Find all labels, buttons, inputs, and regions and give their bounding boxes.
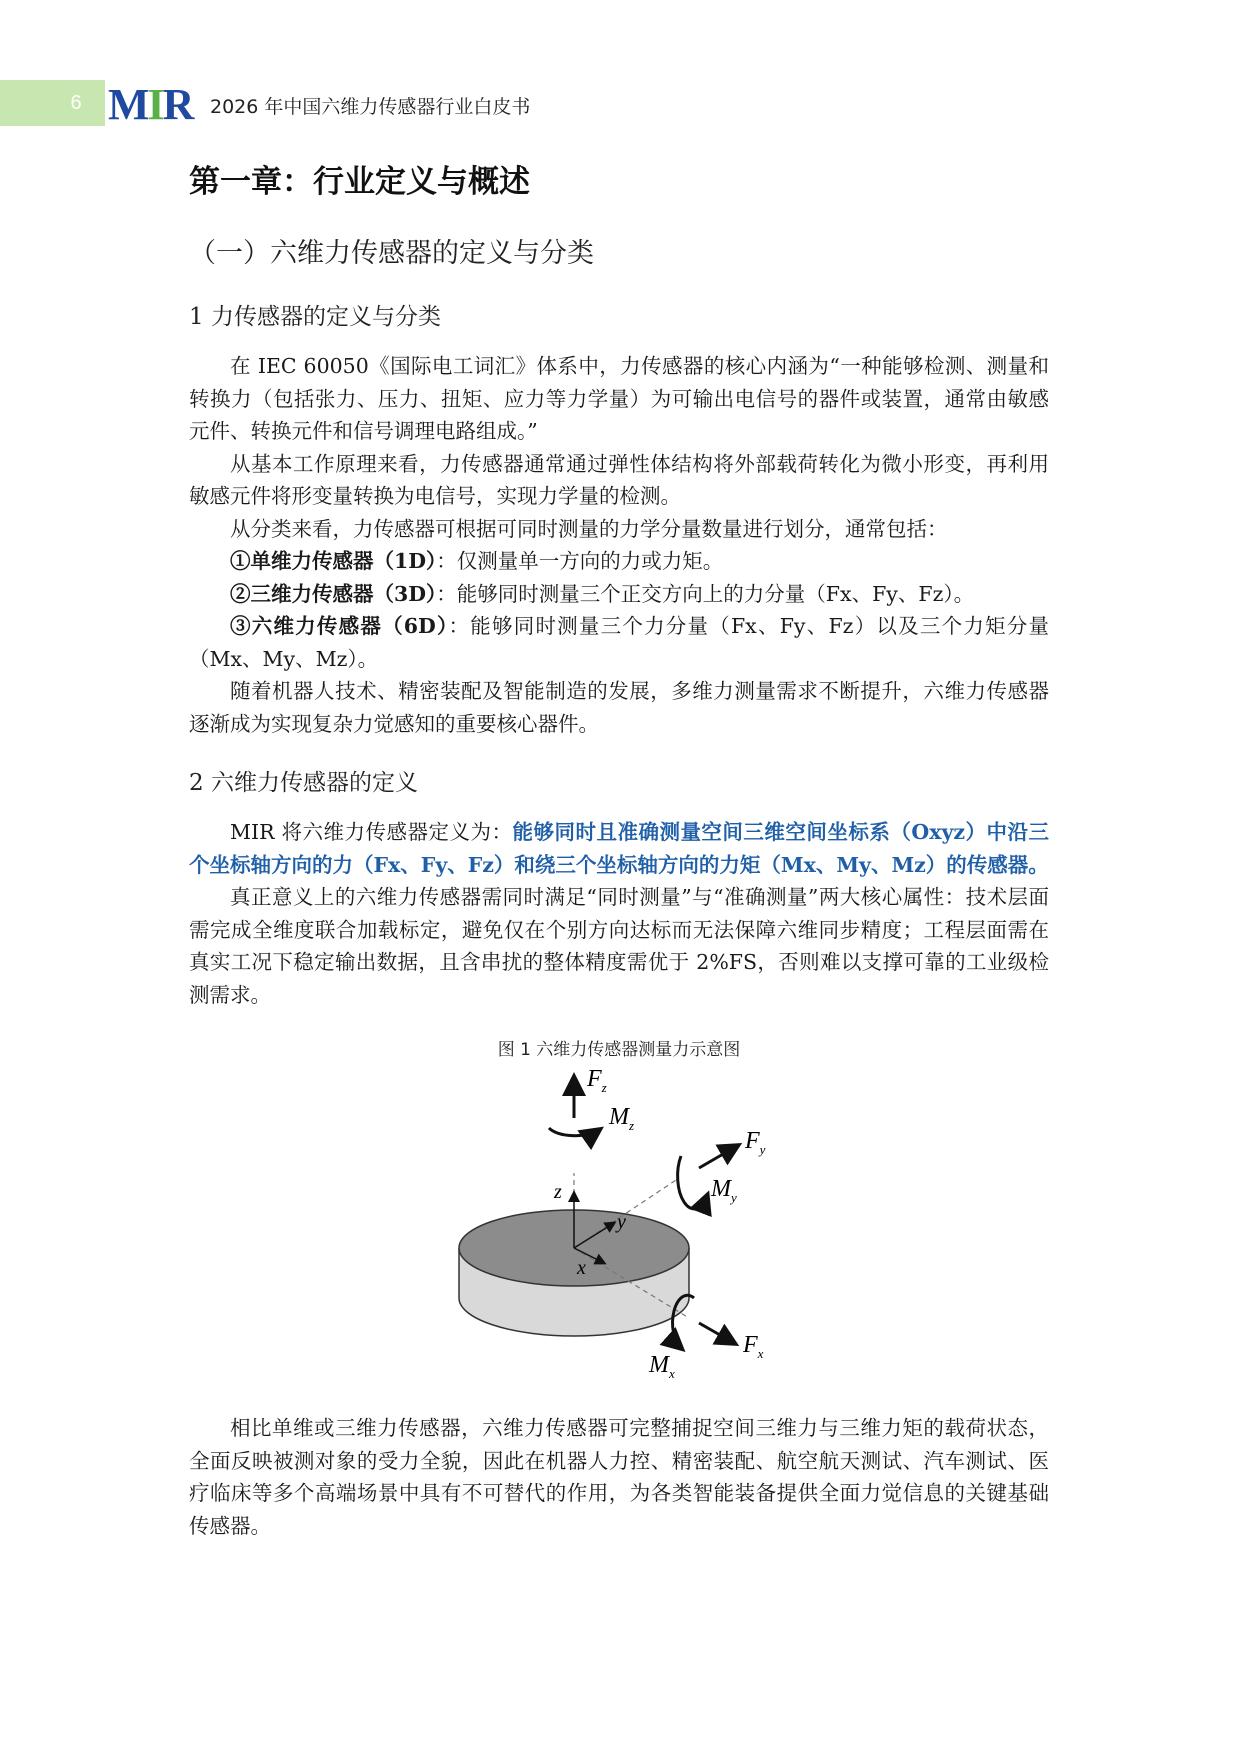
force-fx-sub: x	[757, 1346, 764, 1361]
paragraph-closing: 相比单维或三维力传感器，六维力传感器可完整捕捉空间三维力与三维力矩的载荷状态，全面反映被测对象的受力全貌，因此在机器人力控、精密装配、航空航天测试、汽车测试、医疗临床等多个高端场景中具有不可替代的作用，为各类智能装备提供全面力觉信息的关键基础传感器。	[189, 1416, 1049, 1538]
force-fx-letter: F	[743, 1332, 758, 1358]
list-item-1d-text: ：仅测量单一方向的力或力矩。	[436, 549, 724, 573]
axis-x-label: x	[577, 1257, 586, 1279]
force-fx-arrow	[699, 1323, 734, 1343]
moment-my-sub: y	[731, 1190, 737, 1205]
moment-mx-label	[648, 1352, 675, 1381]
mir-definition-prefix: MIR 将六维力传感器定义为：	[230, 820, 513, 844]
page-content	[189, 160, 1049, 1542]
moment-my-letter: M	[711, 1176, 731, 1202]
header-title: 2026 年中国六维力传感器行业白皮书	[210, 96, 531, 118]
logo-letter-m: M	[108, 80, 148, 129]
moment-mz-arc	[549, 1128, 599, 1136]
list-item-1d	[189, 545, 1049, 578]
list-item-6d	[189, 610, 1049, 675]
logo-letter-i: I	[147, 80, 163, 129]
force-fy-sub: y	[759, 1142, 766, 1157]
paragraph-working-principle: 从基本工作原理来看，力传感器通常通过弹性体结构将外部载荷转化为微小形变，再利用敏感元件将形变量转换为电信号，实现力学量的检测。	[189, 451, 1049, 508]
subsection-1-title: 1 力传感器的定义与分类	[189, 304, 441, 330]
subsection-2-title: 2 六维力传感器的定义	[189, 770, 418, 796]
force-fx-label	[742, 1332, 764, 1361]
paragraph-classification: 从分类来看，力传感器可根据可同时测量的力学分量数量进行划分，通常包括：	[230, 516, 948, 541]
figure-six-axis-diagram	[189, 1068, 1049, 1388]
list-item-3d-label: ②三维力传感器（3D）	[230, 581, 437, 606]
moment-mx-sub: x	[669, 1366, 675, 1381]
force-fz-label	[586, 1068, 607, 1095]
paragraph-development: 随着机器人技术、精密装配及智能制造的发展，多维力测量需求不断提升，六维力传感器逐渐成为实现复杂力觉感知的重要核心器件。	[189, 679, 1049, 736]
mir-logo	[108, 80, 198, 130]
list-item-6d-text: ：能够同时测量三个力分量（Fx、Fy、Fz）以及三个力矩分量（Mx、My、Mz）。	[189, 614, 1049, 671]
list-item-3d	[189, 578, 1049, 611]
paragraph-iec-definition: 在 IEC 60050《国际电工词汇》体系中，力传感器的核心内涵为“一种能够检测、测量和转换力（包括张力、压力、扭矩、应力等力学量）为可输出电信号的器件或装置，通常由敏感元件、转换元件和信号调理电路组成。”	[189, 354, 1049, 443]
moment-mz-label	[608, 1104, 634, 1133]
page-number: 6	[70, 92, 82, 114]
paragraph-core-attributes: 真正意义上的六维力传感器需同时满足“同时测量”与“准确测量”两大核心属性：技术层面需完成全维度联合加载标定，避免仅在个别方向达标而无法保障六维同步精度；工程层面需在真实工况下稳定输出数据，且含串扰的整体精度需优于 2%FS，否则难以支撑可靠的工业级检测需求。	[189, 885, 1049, 1007]
moment-mz-letter: M	[609, 1104, 629, 1130]
mir-definition-highlight: 能够同时且准确测量空间三维空间坐标系（Oxyz）中沿三个坐标轴方向的力（Fx、Fy、Fz）和绕三个坐标轴方向的力矩（Mx、My、Mz）的传感器。	[189, 820, 1049, 877]
six-axis-force-diagram	[449, 1068, 789, 1388]
force-fy-letter: F	[745, 1128, 760, 1154]
list-item-3d-text: ：能够同时测量三个正交方向上的力分量（Fx、Fy、Fz）。	[436, 581, 975, 606]
list-item-1d-label: ①单维力传感器（1D）	[230, 549, 437, 573]
force-fz-letter: F	[587, 1068, 602, 1092]
chapter-title: 第一章：行业定义与概述	[189, 164, 530, 200]
figure-caption: 图 1 六维力传感器测量力示意图	[497, 1040, 741, 1060]
force-fy-label	[744, 1128, 766, 1157]
moment-mx-letter: M	[649, 1352, 669, 1378]
section-title: （一）六维力传感器的定义与分类	[189, 238, 594, 269]
header-color-bar	[0, 80, 105, 126]
force-fy-arrow	[699, 1146, 737, 1168]
moment-mz-sub: z	[629, 1118, 635, 1133]
axis-z-label: z	[554, 1181, 562, 1203]
logo-letter-r: R	[162, 80, 193, 129]
axis-y-label: y	[617, 1211, 626, 1233]
moment-my-label	[710, 1176, 737, 1205]
paragraph-mir-definition	[189, 816, 1049, 881]
moment-my-arc	[678, 1156, 707, 1209]
list-item-6d-label: ③六维力传感器（6D）	[230, 614, 449, 638]
force-fz-sub: z	[601, 1080, 607, 1095]
